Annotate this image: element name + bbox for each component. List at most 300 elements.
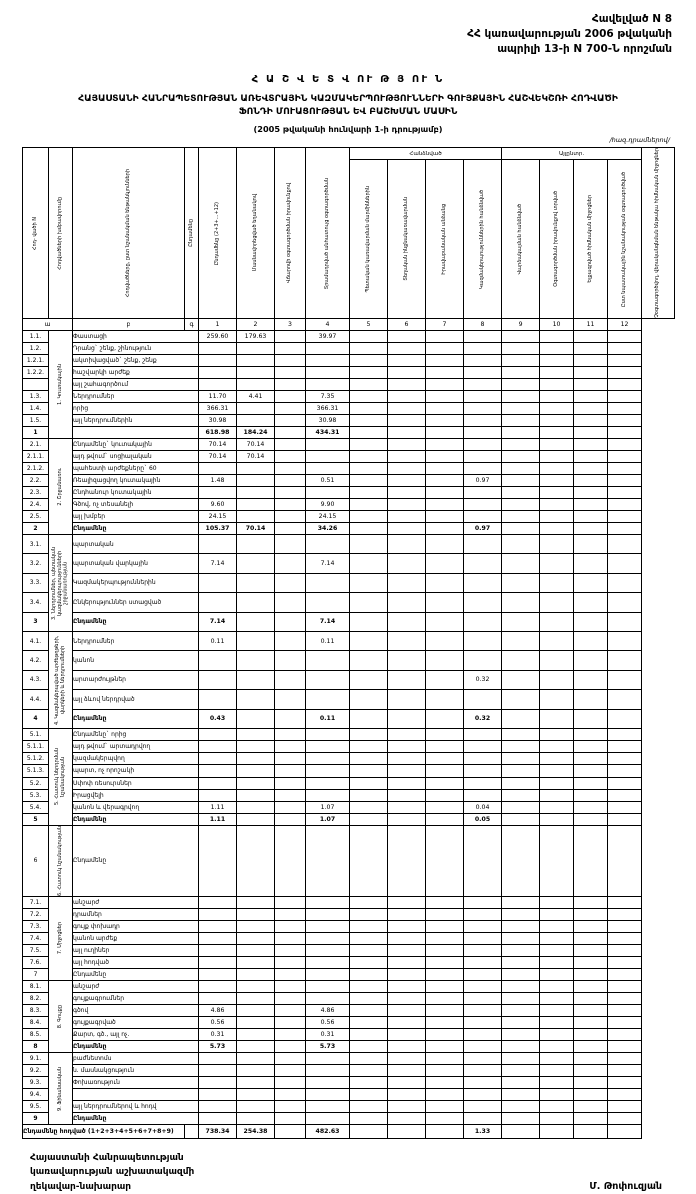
cell-c10 xyxy=(540,612,574,631)
title-block xyxy=(0,74,696,135)
cell-c2 xyxy=(237,554,275,573)
table-row xyxy=(23,980,675,992)
row-label: այլ հոդված xyxy=(73,956,199,968)
cell-c5 xyxy=(350,535,388,554)
cell-c10 xyxy=(540,367,574,379)
subtitle-line-1: ՀԱՅԱՍՏԱՆԻ ՀԱՆՐԱՊԵՏՈՒԹՅԱՆ ԱՌԵՎՏՐԱՅԻՆ ԿԱԶՄԱԿԵՐՊՈՒԹՅՈՒՆՆԵՐԻ ԳՈՒՅՔԱՅԻՆ ՀԱՇՎԵԿՇՌԻ ՀՈԴՎԱԾԻ xyxy=(78,92,618,104)
row-index: 2.1.2. xyxy=(23,463,49,475)
row-index: 7.6. xyxy=(23,956,49,968)
row-label: արտարժույթներ xyxy=(73,670,199,689)
row-index: 9 xyxy=(23,1112,49,1124)
cell-c5 xyxy=(350,1004,388,1016)
cell-c2 xyxy=(237,343,275,355)
cell-c11 xyxy=(574,789,608,801)
cell-c10 xyxy=(540,1088,574,1100)
cell-c11 xyxy=(574,1052,608,1064)
cell-c2 xyxy=(237,593,275,612)
cell-c11 xyxy=(574,511,608,523)
cell-c8 xyxy=(464,896,502,908)
cell-c3 xyxy=(275,511,306,523)
cell-c2 xyxy=(237,1052,275,1064)
cell-c9 xyxy=(502,956,540,968)
cell-c2: 70.14 xyxy=(237,439,275,451)
row-index: 1.3. xyxy=(23,391,49,403)
cell-c1 xyxy=(199,741,237,753)
cell-c4: 0.51 xyxy=(306,475,350,487)
cell-c11 xyxy=(574,753,608,765)
cell-c11 xyxy=(574,1004,608,1016)
cell-c10 xyxy=(540,451,574,463)
grand-total-spacer xyxy=(185,1124,199,1138)
cell-c9 xyxy=(502,992,540,1004)
cell-c10 xyxy=(540,1112,574,1124)
cell-c12 xyxy=(608,709,642,728)
cell-c7 xyxy=(426,367,464,379)
cell-c1: 30.98 xyxy=(199,415,237,427)
cell-c9 xyxy=(502,1112,540,1124)
cell-c3 xyxy=(275,1088,306,1100)
cell-c6 xyxy=(388,439,426,451)
th-fg1: Պետական կառավարման մարմիններին xyxy=(350,160,388,319)
signatory-name: Մ. Թոփուզյան xyxy=(589,1180,662,1192)
th-unused: Չօգտագործվող, վերականգնման ենթակա հիմնական միջոցներ xyxy=(642,148,675,319)
table-row xyxy=(23,612,675,631)
cell-c9 xyxy=(502,554,540,573)
cell-c2: 70.14 xyxy=(237,523,275,535)
cell-c11 xyxy=(574,670,608,689)
cell-c12 xyxy=(608,1064,642,1076)
cell-c11 xyxy=(574,1076,608,1088)
cell-c3 xyxy=(275,1052,306,1064)
cell-c3 xyxy=(275,992,306,1004)
cell-c6 xyxy=(388,523,426,535)
th-grouping: Հոդվածների խմբավորումը xyxy=(49,148,73,319)
cell-c8 xyxy=(464,753,502,765)
cell-c9 xyxy=(502,777,540,789)
cell-c11 xyxy=(574,741,608,753)
cell-c3 xyxy=(275,1076,306,1088)
cell-c2 xyxy=(237,932,275,944)
row-label: Ընդամենը xyxy=(73,1040,199,1052)
table-row xyxy=(23,789,675,801)
row-index: 3.2. xyxy=(23,554,49,573)
row-label: Ընդամենը xyxy=(73,612,199,631)
cell-c12 xyxy=(608,415,642,427)
cell-c1: 1.11 xyxy=(199,813,237,825)
table-row xyxy=(23,439,675,451)
cell-c4: 7.35 xyxy=(306,391,350,403)
num-cell-a: ա xyxy=(23,319,73,331)
cell-c5 xyxy=(350,968,388,980)
cell-c11 xyxy=(574,487,608,499)
cell-c3 xyxy=(275,709,306,728)
row-label: Քարտ, գծ., այլ ոչ. xyxy=(73,1028,199,1040)
cell-c1 xyxy=(199,932,237,944)
row-index: 7.3. xyxy=(23,920,49,932)
cell-c5 xyxy=(350,956,388,968)
cell-c10 xyxy=(540,690,574,709)
cell-c10 xyxy=(540,1052,574,1064)
cell-c3 xyxy=(275,367,306,379)
cell-c9 xyxy=(502,427,540,439)
row-index: 8.3. xyxy=(23,1004,49,1016)
cell-c5 xyxy=(350,896,388,908)
cell-c1: 1.11 xyxy=(199,801,237,813)
cell-c6 xyxy=(388,403,426,415)
cell-c10 xyxy=(540,741,574,753)
cell-c2: 184.24 xyxy=(237,427,275,439)
row-index: 2 xyxy=(23,523,49,535)
cell-c8 xyxy=(464,1112,502,1124)
cell-c10 xyxy=(540,379,574,391)
cell-c9 xyxy=(502,355,540,367)
cell-c7 xyxy=(426,439,464,451)
cell-c6 xyxy=(388,1064,426,1076)
cell-c3 xyxy=(275,1028,306,1040)
cell-c10 xyxy=(540,331,574,343)
cell-c4 xyxy=(306,651,350,670)
cell-c5 xyxy=(350,367,388,379)
table-row xyxy=(23,1028,675,1040)
cell-c11 xyxy=(574,554,608,573)
row-index: 5 xyxy=(23,813,49,825)
cell-c9 xyxy=(502,367,540,379)
cell-c7 xyxy=(426,777,464,789)
row-label: գույք փոխադր xyxy=(73,920,199,932)
cell-c12 xyxy=(608,826,642,897)
cell-c6 xyxy=(388,801,426,813)
table-row xyxy=(23,451,675,463)
row-index: 7.4. xyxy=(23,932,49,944)
cell-c2 xyxy=(237,612,275,631)
cell-c1 xyxy=(199,908,237,920)
cell-c7 xyxy=(426,499,464,511)
cell-c1: 0.43 xyxy=(199,709,237,728)
cell-c6 xyxy=(388,355,426,367)
cell-c4 xyxy=(306,1064,350,1076)
cell-c7 xyxy=(426,451,464,463)
cell-c7 xyxy=(426,1016,464,1028)
cell-c3 xyxy=(275,612,306,631)
row-index: 4.3. xyxy=(23,670,49,689)
cell-c8 xyxy=(464,1064,502,1076)
cell-c9 xyxy=(502,523,540,535)
cell-c1 xyxy=(199,367,237,379)
cell-c4 xyxy=(306,908,350,920)
cell-c6 xyxy=(388,1028,426,1040)
cell-c2 xyxy=(237,956,275,968)
cell-c10 xyxy=(540,632,574,651)
cell-c9 xyxy=(502,573,540,592)
cell-c12 xyxy=(608,956,642,968)
cell-c7 xyxy=(426,379,464,391)
cell-c8 xyxy=(464,355,502,367)
cell-c1: 4.86 xyxy=(199,1004,237,1016)
row-label: Ընդամենը xyxy=(73,826,199,897)
cell-c6 xyxy=(388,690,426,709)
cell-c2 xyxy=(237,403,275,415)
cell-c10 xyxy=(540,343,574,355)
cell-c4: 0.11 xyxy=(306,632,350,651)
th-og3: Ելքագրված հիմնական միջոցներ xyxy=(574,160,608,319)
cell-c9 xyxy=(502,463,540,475)
cell-c12 xyxy=(608,403,642,415)
cell-c11 xyxy=(574,439,608,451)
cell-c4: 7.14 xyxy=(306,554,350,573)
cell-c1 xyxy=(199,343,237,355)
cell-c8 xyxy=(464,826,502,897)
cell-c1: 618.98 xyxy=(199,427,237,439)
row-label: այլ ուղիներ xyxy=(73,944,199,956)
cell-c4 xyxy=(306,1076,350,1088)
cell-c1 xyxy=(199,1112,237,1124)
cell-c12 xyxy=(608,427,642,439)
row-group-label: 4. Կազմակերպված արժեթղթերի, վարկերի և ներդրումների xyxy=(49,632,73,729)
cell-c7 xyxy=(426,896,464,908)
cell-c9 xyxy=(502,1004,540,1016)
cell-c4 xyxy=(306,1088,350,1100)
row-group-label: 1. Կուտակային xyxy=(49,331,73,439)
cell-c1: 0.11 xyxy=(199,632,237,651)
cell-c10 xyxy=(540,789,574,801)
cell-c9 xyxy=(502,1088,540,1100)
cell-c1 xyxy=(199,765,237,777)
cell-c12 xyxy=(608,554,642,573)
cell-c6 xyxy=(388,1076,426,1088)
cell-c1: 0.31 xyxy=(199,1028,237,1040)
cell-c3 xyxy=(275,554,306,573)
row-index: 1.2.2. xyxy=(23,367,49,379)
cell-c1 xyxy=(199,670,237,689)
cell-c3 xyxy=(275,651,306,670)
table-row xyxy=(23,463,675,475)
cell-c11 xyxy=(574,777,608,789)
row-index: 9.4. xyxy=(23,1088,49,1100)
cell-c9 xyxy=(502,415,540,427)
cell-c12 xyxy=(608,1112,642,1124)
report-table xyxy=(22,147,675,1139)
cell-c8 xyxy=(464,367,502,379)
cell-c6 xyxy=(388,379,426,391)
cell-c6 xyxy=(388,932,426,944)
cell-c2 xyxy=(237,1028,275,1040)
num-cell-11: 11 xyxy=(574,319,608,331)
cell-c9 xyxy=(502,451,540,463)
row-label: Փաստացի xyxy=(73,331,199,343)
cell-c1 xyxy=(199,956,237,968)
row-label: որից xyxy=(73,403,199,415)
cell-c4 xyxy=(306,896,350,908)
cell-c1 xyxy=(199,379,237,391)
cell-c11 xyxy=(574,709,608,728)
cell-c1: 1.48 xyxy=(199,475,237,487)
row-index: 8 xyxy=(23,1040,49,1052)
cell-c3 xyxy=(275,463,306,475)
cell-c2: 4.41 xyxy=(237,391,275,403)
cell-c1 xyxy=(199,651,237,670)
cell-c6 xyxy=(388,499,426,511)
cell-c8 xyxy=(464,729,502,741)
cell-c11 xyxy=(574,523,608,535)
cell-c6 xyxy=(388,331,426,343)
cell-c1: 70.14 xyxy=(199,451,237,463)
cell-c10 xyxy=(540,1076,574,1088)
table-row xyxy=(23,511,675,523)
table-row xyxy=(23,593,675,612)
cell-c2 xyxy=(237,690,275,709)
cell-c7 xyxy=(426,826,464,897)
row-label: այլ ներդրումներով և հոդվ xyxy=(73,1100,199,1112)
cell-c3 xyxy=(275,932,306,944)
cell-c11 xyxy=(574,729,608,741)
cell-c1 xyxy=(199,980,237,992)
cell-c12 xyxy=(608,632,642,651)
cell-c1 xyxy=(199,487,237,499)
cell-c8 xyxy=(464,908,502,920)
cell-c12 xyxy=(608,1040,642,1052)
cell-c7 xyxy=(426,1088,464,1100)
cell-c3 xyxy=(275,956,306,968)
cell-c8: 0.04 xyxy=(464,801,502,813)
cell-c11 xyxy=(574,1016,608,1028)
table-row xyxy=(23,1088,675,1100)
grand-total-c7 xyxy=(426,1124,464,1138)
cell-c7 xyxy=(426,1064,464,1076)
cell-c2 xyxy=(237,379,275,391)
cell-c6 xyxy=(388,1088,426,1100)
cell-c4 xyxy=(306,741,350,753)
cell-c5 xyxy=(350,1076,388,1088)
cell-c7 xyxy=(426,523,464,535)
cell-c1 xyxy=(199,896,237,908)
cell-c11 xyxy=(574,690,608,709)
table-row xyxy=(23,523,675,535)
grand-total-c4: 482.63 xyxy=(306,1124,350,1138)
cell-c5 xyxy=(350,690,388,709)
cell-c5 xyxy=(350,415,388,427)
row-label: Ներդրումներ xyxy=(73,391,199,403)
cell-c1: 24.15 xyxy=(199,511,237,523)
cell-c9 xyxy=(502,439,540,451)
cell-c8 xyxy=(464,944,502,956)
cell-c3 xyxy=(275,813,306,825)
table-row xyxy=(23,331,675,343)
cell-c6 xyxy=(388,1040,426,1052)
cell-c9 xyxy=(502,331,540,343)
cell-c6 xyxy=(388,554,426,573)
cell-c9 xyxy=(502,729,540,741)
cell-c10 xyxy=(540,753,574,765)
row-group-label: 9. Ֆինանսական xyxy=(49,1052,73,1124)
grand-total-c5 xyxy=(350,1124,388,1138)
cell-c5 xyxy=(350,1016,388,1028)
cell-c2 xyxy=(237,535,275,554)
cell-c6 xyxy=(388,463,426,475)
cell-c9 xyxy=(502,813,540,825)
cell-c4 xyxy=(306,535,350,554)
row-index: 1.4. xyxy=(23,403,49,415)
row-index: 1.5. xyxy=(23,415,49,427)
cell-c4 xyxy=(306,593,350,612)
cell-c2 xyxy=(237,475,275,487)
cell-c11 xyxy=(574,920,608,932)
cell-c10 xyxy=(540,908,574,920)
cell-c2 xyxy=(237,980,275,992)
cell-c2 xyxy=(237,463,275,475)
cell-c12 xyxy=(608,391,642,403)
table-row xyxy=(23,956,675,968)
row-group-label: 5. Հատուկ ներդրման նշանակության xyxy=(49,729,73,826)
cell-c5 xyxy=(350,573,388,592)
table-row xyxy=(23,403,675,415)
cell-c8 xyxy=(464,1016,502,1028)
table-row xyxy=(23,651,675,670)
cell-c7 xyxy=(426,1028,464,1040)
cell-c11 xyxy=(574,573,608,592)
cell-c5 xyxy=(350,523,388,535)
cell-c3 xyxy=(275,487,306,499)
cell-c5 xyxy=(350,932,388,944)
table-row xyxy=(23,944,675,956)
cell-c8 xyxy=(464,632,502,651)
cell-c1: 259.60 xyxy=(199,331,237,343)
table-row xyxy=(23,475,675,487)
cell-c4 xyxy=(306,765,350,777)
cell-c7 xyxy=(426,403,464,415)
cell-c5 xyxy=(350,920,388,932)
cell-c6 xyxy=(388,1016,426,1028)
cell-c11 xyxy=(574,331,608,343)
cell-c4: 1.07 xyxy=(306,813,350,825)
row-group-label: 2. Շրջանառու xyxy=(49,439,73,535)
cell-c9 xyxy=(502,1052,540,1064)
cell-c1 xyxy=(199,992,237,1004)
row-index: 5.4. xyxy=(23,801,49,813)
cell-c3 xyxy=(275,968,306,980)
th-group-handed: Հանձնված xyxy=(350,148,502,160)
cell-c11 xyxy=(574,826,608,897)
cell-c11 xyxy=(574,593,608,612)
cell-c3 xyxy=(275,789,306,801)
cell-c5 xyxy=(350,908,388,920)
cell-c8 xyxy=(464,554,502,573)
cell-c8 xyxy=(464,765,502,777)
cell-c7 xyxy=(426,651,464,670)
cell-c9 xyxy=(502,789,540,801)
cell-c8 xyxy=(464,690,502,709)
cell-c8 xyxy=(464,499,502,511)
table-row xyxy=(23,1052,675,1064)
cell-c3 xyxy=(275,403,306,415)
cell-c8 xyxy=(464,968,502,980)
cell-c10 xyxy=(540,826,574,897)
cell-c2 xyxy=(237,1016,275,1028)
cell-c3 xyxy=(275,826,306,897)
row-index: 8.2. xyxy=(23,992,49,1004)
table-row xyxy=(23,709,675,728)
cell-c7 xyxy=(426,789,464,801)
cell-c12 xyxy=(608,499,642,511)
cell-c6 xyxy=(388,391,426,403)
cell-c9 xyxy=(502,475,540,487)
page-title: Հ Ա Շ Վ Ե Տ Վ ՈՒ Թ Յ ՈՒ Ն xyxy=(251,73,445,85)
cell-c12 xyxy=(608,593,642,612)
cell-c4: 30.98 xyxy=(306,415,350,427)
cell-c8 xyxy=(464,1052,502,1064)
cell-c2 xyxy=(237,1040,275,1052)
row-index: 3.1. xyxy=(23,535,49,554)
num-cell-9: 9 xyxy=(502,319,540,331)
